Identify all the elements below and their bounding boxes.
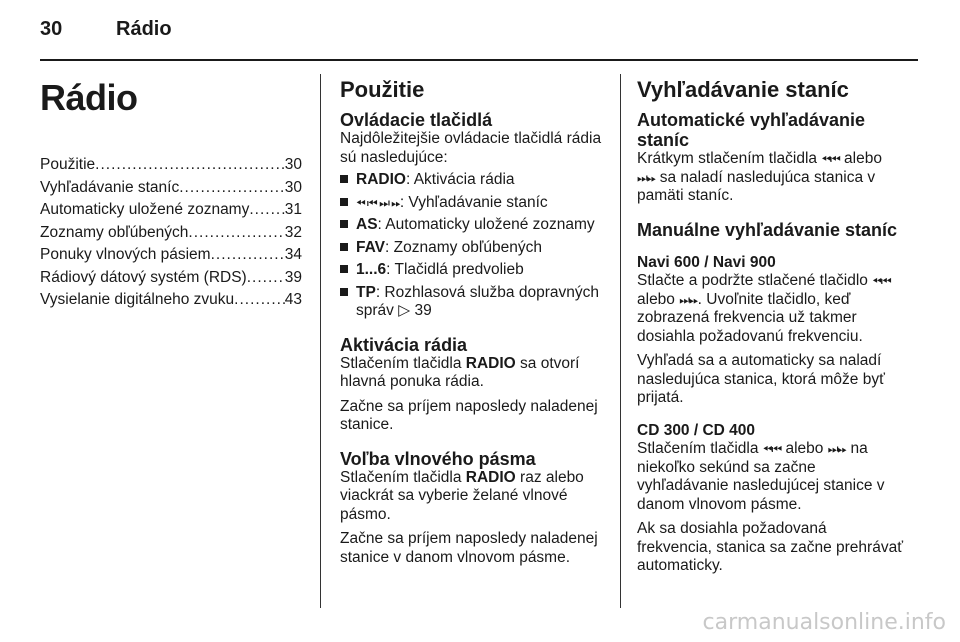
search-column [637,78,903,582]
list-item: 1...6: Tlačidlá predvolieb [340,261,608,280]
cd-text: Stlačením tlačidla ⏪︎⏮︎ alebo ⏭︎⏩︎ na niekoľko sekúnd sa začne vyhľadávanie nasledujúcej stanice v danom vlnovom pásme. [637,440,885,513]
activation-section [340,335,608,435]
seek-back-icon: ⏪︎⏮︎ [821,152,840,166]
activation-text: Stlačením tlačidla RADIO sa otvorí hlavná ponuka rádia. [340,354,580,390]
cd-note: Ak sa dosiahla požadovaná frekvencia, stanica sa začne prehrávať automaticky. [637,520,904,574]
table-of-contents [40,156,302,310]
header-rule [40,59,918,61]
column-divider-1 [320,74,321,608]
band-note: Začne sa príjem naposledy naladenej stanice v danom vlnovom pásme. [340,530,598,566]
watermark: carmanualsonline.info [702,610,946,635]
activation-note: Začne sa príjem naposledy naladenej stanice. [340,397,598,433]
manual-search-heading: Manuálne vyhľadávanie staníc [637,219,898,240]
bullet-icon [340,220,348,228]
activation-heading: Aktivácia rádia [340,334,468,355]
list-item: AS: Automaticky uložené zoznamy [340,216,608,235]
seek-back-icon: ⏪︎⏮︎ [762,442,782,456]
bullet-icon [340,175,348,183]
column-divider-2 [620,74,621,608]
section-title-usage: Použitie [340,77,425,102]
auto-search-text: Krátkym stlačením tlačidla ⏪︎⏮︎ alebo ⏭︎⏩︎ sa naladí nasledujúca stanica v pamäti staníc. [637,150,882,204]
toc-entry[interactable]: Ponuky vlnových pásiem ..... 34 [40,246,302,265]
auto-search-heading: Automatické vyhľadávanie staníc [637,110,866,150]
seek-buttons-icon: ⏪︎ ⏮︎ ⏭︎ ⏩︎ [356,195,400,210]
band-heading: Voľba vlnového pásma [340,448,536,469]
controls-intro: Najdôležitejšie ovládacie tlačidlá rádia sú nasledujúce: [340,130,602,166]
toc-entry[interactable]: Použitie ..... 30 [40,156,302,175]
page-ref-link[interactable]: 39 [414,302,432,319]
section-title-search: Vyhľadávanie staníc [637,77,849,102]
page-number: 30 [40,18,63,40]
bullet-icon [340,243,348,251]
bullet-icon [340,198,348,206]
seek-back-icon: ⏪︎⏮︎ [872,274,891,288]
toc-entry[interactable]: Vysielanie digitálneho zvuku ..... 43 [40,291,302,310]
controls-heading: Ovládacie tlačidlá [340,110,493,130]
seek-forward-icon: ⏭︎⏩︎ [637,170,656,185]
cd-heading: CD 300 / CD 400 [637,421,756,439]
toc-entry[interactable]: Zoznamy obľúbených ..... 32 [40,224,302,243]
navi-heading: Navi 600 / Navi 900 [637,253,776,271]
list-item: FAV: Zoznamy obľúbených [340,239,608,258]
navi-note: Vyhľadá sa a automaticky sa naladí nasledujúca stanica, ktorá môže byť prijatá. [637,352,885,406]
list-item: RADIO: Aktivácia rádia [340,171,608,190]
toc-entry[interactable]: Vyhľadávanie staníc ..... 30 [40,179,302,198]
list-item: TP: Rozhlasová služba dopravných správ ▷ 39 [340,284,608,321]
toc-entry[interactable]: Automaticky uložené zoznamy ..... 31 [40,201,302,220]
manual-search-section [637,220,903,576]
chapter-title: Rádio [116,18,172,40]
navi-text: Stlačte a podržte stlačené tlačidlo ⏪︎⏮︎ alebo ⏭︎⏩︎. Uvoľnite tlačidlo, keď zobrazená frekvencia už takmer dosiahla požadovanú frekvenciu. [637,272,891,345]
toc-entry[interactable]: Rádiový dátový systém (RDS) ..... 39 [40,269,302,288]
toc-column [40,78,302,314]
page-ref-arrow-icon: ▷ [398,302,411,319]
list-item: ⏪︎ ⏮︎ ⏭︎ ⏩︎: Vyhľadávanie staníc [340,194,608,213]
section-title-radio: Rádio [40,77,138,118]
bullet-icon [340,288,348,296]
controls-list [340,171,608,321]
bullet-icon [340,265,348,273]
usage-column [340,78,608,573]
band-section [340,449,608,568]
band-text: Stlačením tlačidla RADIO raz alebo viackrát sa vyberie želané vlnové pásmo. [340,468,584,523]
seek-forward-icon: ⏭︎⏩︎ [827,442,847,456]
seek-forward-icon: ⏭︎⏩︎ [679,292,698,307]
